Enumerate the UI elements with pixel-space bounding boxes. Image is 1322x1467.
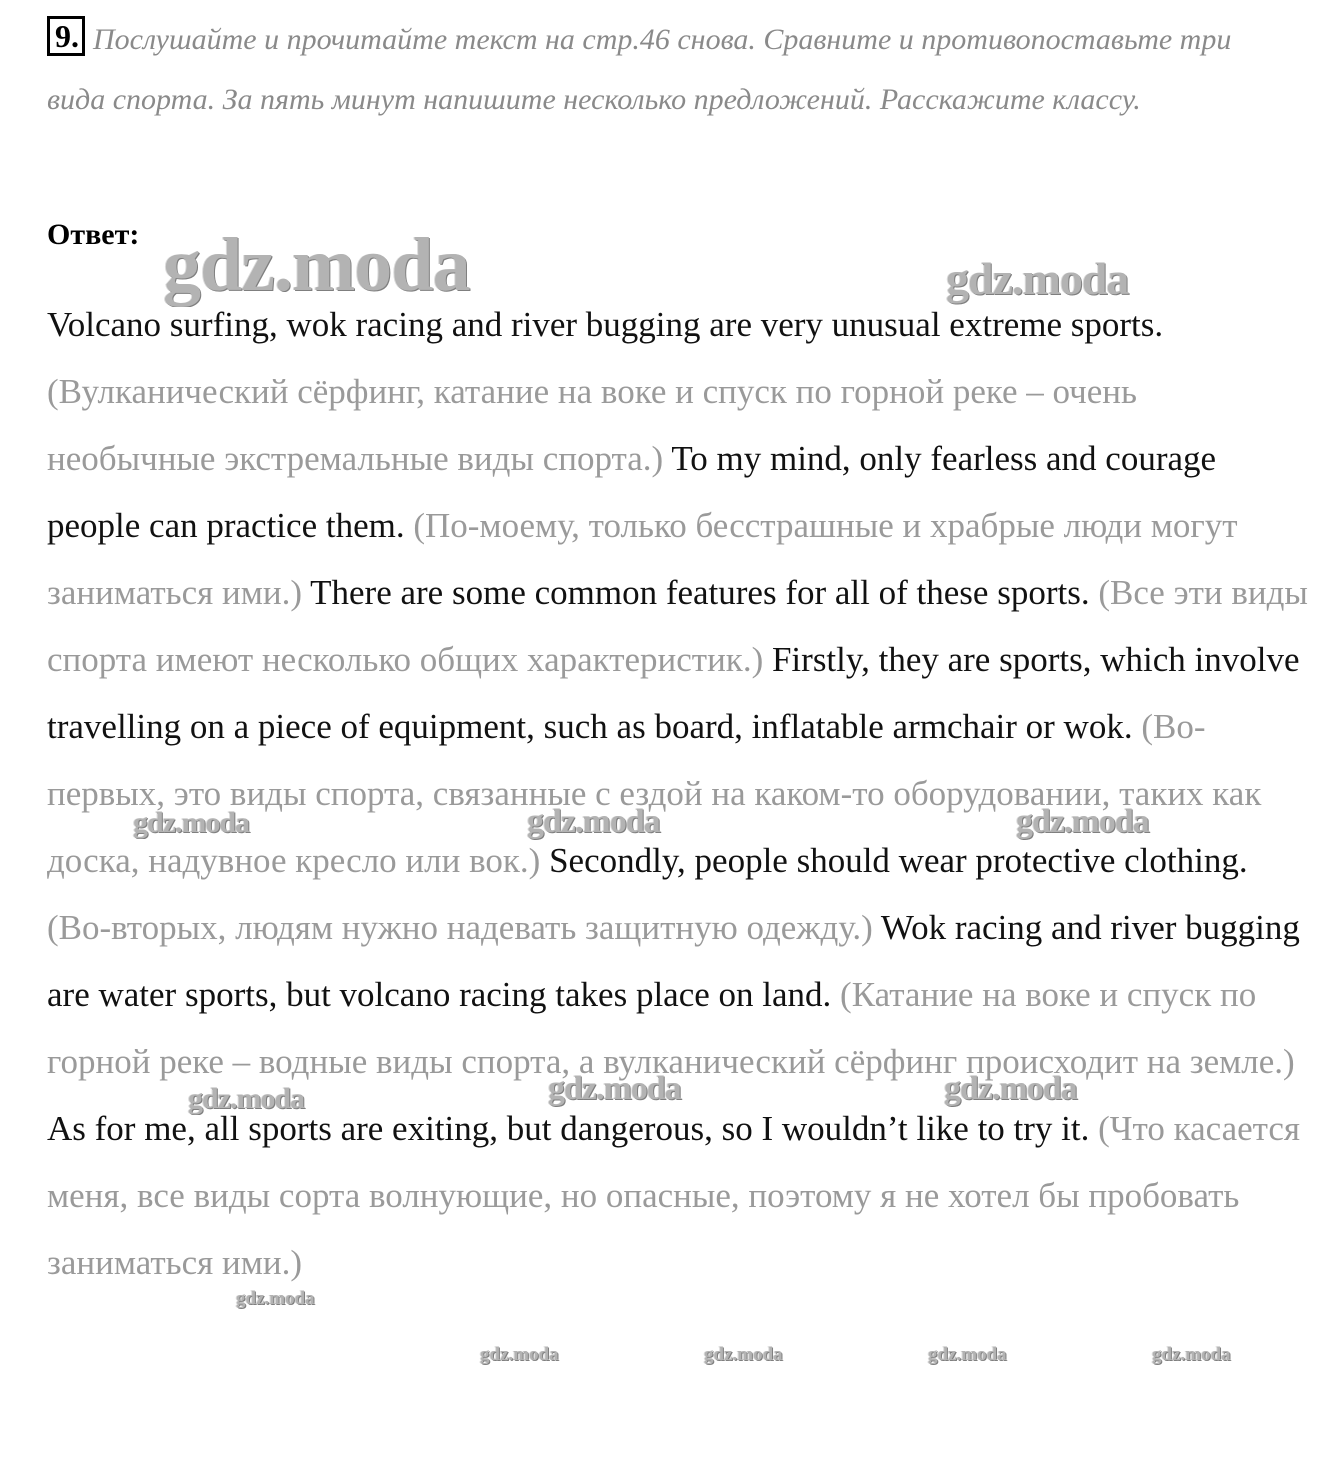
answer-sentence-en: Wok racing and river bugging are water sports, but volcano racing takes place on land. xyxy=(47,908,1300,1014)
task-instruction: Послушайте и прочитайте текст на стр.46 снова. Сравните и противопоставьте три вида спорта. За пять минут напишите несколько предложений. Расскажите классу. xyxy=(47,23,1232,116)
watermark-logo: gdz.moda xyxy=(236,1288,315,1309)
watermark-logo: gdz.moda xyxy=(163,223,470,307)
answer-label: Ответ: xyxy=(47,218,140,251)
answer-translation-ru: (Вулканический сёрфинг, катание на воке и спуск по горной реке – очень необычные экстремальные виды спорта.) xyxy=(47,372,1137,478)
answer-translation-ru: (Во-вторых, людям нужно надевать защитную одежду.) xyxy=(47,908,873,947)
watermark-logo: gdz.moda xyxy=(704,1344,783,1365)
answer-translation-ru: (По-моему, только бесстрашные и храбрые люди могут заниматься ими.) xyxy=(47,506,1238,612)
answer-sentence-en: Firstly, they are sports, which involve travelling on a piece of equipment, such as board, inflatable armchair or wok. xyxy=(47,640,1300,746)
answer-sentence-en: Secondly, people should wear protective clothing. xyxy=(549,841,1248,880)
watermark-logo: gdz.moda xyxy=(133,806,250,839)
answer-translation-ru: (Что касается меня, все виды сорта волнующие, но опасные, поэтому я не хотел бы пробовать заниматься ими.) xyxy=(47,1109,1301,1282)
task-header xyxy=(47,10,1287,130)
watermark-logo: gdz.moda xyxy=(944,1070,1077,1107)
answer-translation-ru: (Во-первых, это виды спорта, связанные с ездой на каком-то оборудовании, таких как доска, надувное кресло или вок.) xyxy=(47,707,1262,880)
watermark-logo: gdz.moda xyxy=(548,1070,681,1107)
answer-translation-ru: (Катание на воке и спуск по горной реке – водные виды спорта, а вулканический сёрфинг происходит на земле.) xyxy=(47,975,1295,1081)
answer-sentence-en: There are some common features for all of these sports. xyxy=(310,573,1090,612)
answer-body xyxy=(47,291,1309,1296)
answer-sentence-en: Volcano surfing, wok racing and river bugging are very unusual extreme sports. xyxy=(47,305,1164,344)
watermark-logo: gdz.moda xyxy=(928,1344,1007,1365)
watermark-logo: gdz.moda xyxy=(1152,1344,1231,1365)
watermark-logo: gdz.moda xyxy=(480,1344,559,1365)
watermark-logo: gdz.moda xyxy=(188,1082,305,1115)
answer-sentence-en: As for me, all sports are exiting, but dangerous, so I wouldn’t like to try it. xyxy=(47,1109,1090,1148)
watermark-logo: gdz.moda xyxy=(1016,803,1149,840)
watermark-logo: gdz.moda xyxy=(527,803,660,840)
watermark-logo: gdz.moda xyxy=(946,253,1129,304)
answer-sentence-en: To my mind, only fearless and courage people can practice them. xyxy=(47,439,1217,545)
answer-translation-ru: (Все эти виды спорта имеют несколько общих характеристик.) xyxy=(47,573,1308,679)
task-number: 9. xyxy=(47,16,85,56)
